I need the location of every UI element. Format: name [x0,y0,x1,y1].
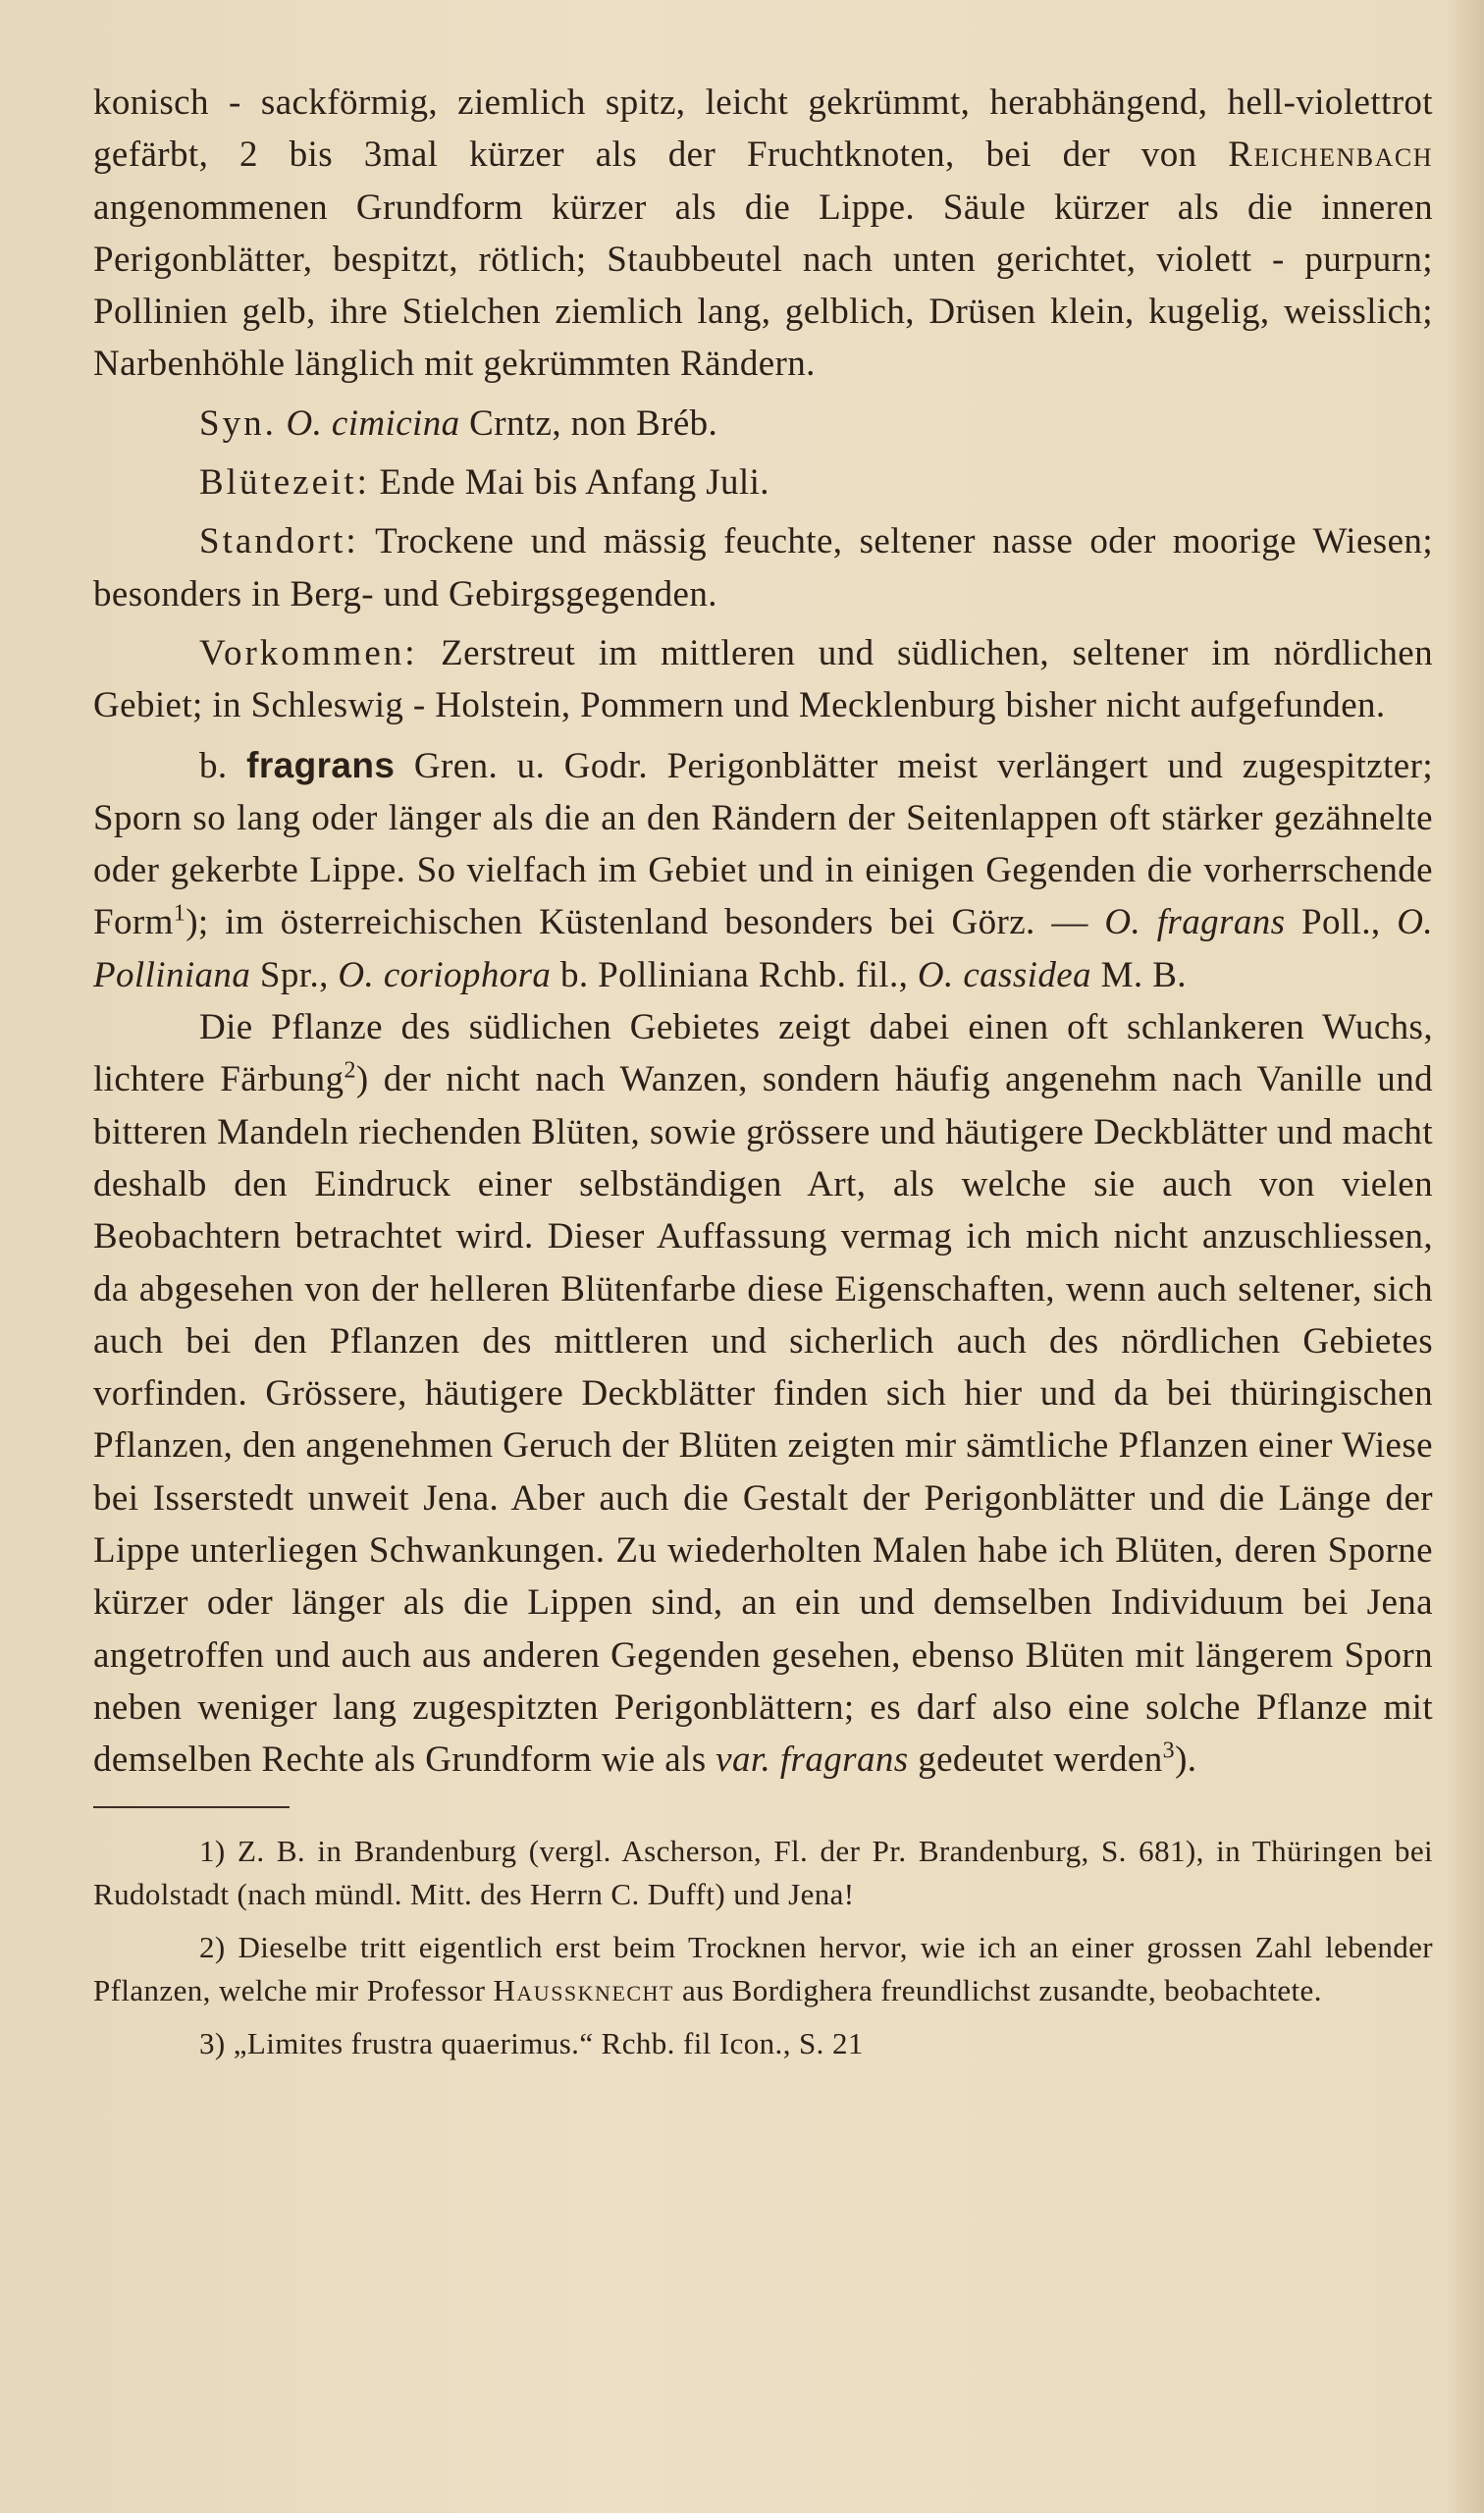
paragraph-standort: Standort: Trockene und mässig feuchte, seltener nasse oder moorige Wiesen; besonders in Berg- und Gebirgsgegenden. [93,521,1433,615]
label-vorkommen: Vorkommen: [199,632,418,673]
page-spine-shadow [1445,0,1484,2513]
footnote-divider [93,1806,290,1808]
paragraph-bluetezeit: Blütezeit: Ende Mai bis Anfang Juli. [199,462,769,504]
footnote-ref-3: 3 [1162,1738,1176,1764]
label-standort: Standort: [199,521,359,562]
footnote-ref-2: 2 [344,1058,356,1085]
paragraph-description: konisch - sackförmig, ziemlich spitz, leicht gekrümmt, herabhängend, hell-violettrot gefärbt, 2 bis 3mal kürzer als der Fruchtknoten, bei der von Reichenbach angenommenen Grundform kürzer als die Lippe. Säule kürzer als die inneren Perigonblätter, bespitzt, rötlich; Staubbeutel nach unten gerichtet, violett - purpurn; Pollinien gelb, ihre Stielchen ziemlich lang, gelblich, Drüsen klein, kugelig, weisslich; Narbenhöhle länglich mit gekrümmten Rändern. [93,82,1433,385]
footnote-2: 2) Dieselbe tritt eigentlich erst beim Trocknen hervor, wie ich an einer grossen Zahl lebender Pflanzen, welche mir Professor Haussknecht aus Bordighera freundlichst zusandte, beobachtete. [93,1929,1433,2007]
paragraph-vorkommen: Vorkommen: Zerstreut im mittleren und südlichen, seltener im nördlichen Gebiet; in Schleswig - Holstein, Pommern und Mecklenburg bisher nicht aufgefunden. [93,632,1433,726]
paragraph-discussion: Die Pflanze des südlichen Gebietes zeigt dabei einen oft schlankeren Wuchs, lichtere Färbung$^2$) der nicht nach Wanzen, sondern häufig angenehm nach Vanille und bitteren Mandeln riechenden Blüten, sowie grössere und häutigere Deckblätter und macht deshalb den Eindruck einer selbständigen Art, als welche sie auch von vielen Beobachtern betrachtet wird. Dieser Auffassung vermag ich mich nicht anzuschliessen, da abgesehen von der helleren Blütenfarbe diese Eigenschaften, wenn auch seltener, sich auch bei den Pflanzen des mittleren und sicherlich auch des nördlichen Gebietes vorfinden. Grössere, häutigere Deckblätter finden sich hier und da bei thüringischen Pflanzen, den angenehmen Geruch der Blüten zeigten mir sämtliche Pflanzen einer Wiese bei Isserstedt unweit Jena. Aber auch die Gestalt der Perigonblätter und die Länge der Lippe unterliegen Schwankungen. Zu wiederholten Malen habe ich Blüten, deren Sporne kürzer oder länger als die Lippen sind, an ein und demselben Individuum bei Jena angetroffen und auch aus anderen Gegenden gesehen, ebenso Blüten mit längerem Sporn neben weniger lang zugespitzten Perigonblättern; es darf also eine solche Pflanze mit demselben Rechte als Grundform wie als var. fragrans gedeutet werden$^3$). [93,1007,1433,1781]
footnote-1: 1) Z. B. in Brandenburg (vergl. Ascherson, Fl. der Pr. Brandenburg, S. 681), in Thüringen bei Rudolstadt (nach mündl. Mitt. des Herrn C. Dufft) und Jena! [93,1833,1433,1911]
author-name: Reichenbach [1228,134,1433,176]
paragraph-fragrans: b. fragrans Gren. u. Godr. Perigonblätter meist verlängert und zugespitzter; Sporn so lang oder länger als die an den Rändern der Seitenlappen oft stärker gezähnelte oder gekerbte Lippe. So vielfach im Gebiet und in einigen Gegenden die vorherrschende Form$^1$); im österreichischen Küstenland besonders bei Görz. — O. fragrans Poll., O. Polliniana Spr., O. coriophora b. Polliniana Rchb. fil., O. cassidea M. B. [93,744,1434,995]
variety-name: fragrans [246,744,396,785]
footnote-ref-1: 1 [173,901,186,928]
footnote-3: 3) „Limites frustra quaerimus.“ Rchb. fil Icon., S. 21 [199,2025,864,2060]
label-syn: Syn. [199,402,277,444]
author-name: Haussknecht [493,1972,674,2007]
paragraph-synonym: Syn. O. cimicina Crntz, non Bréb. [199,402,718,444]
label-bluetezeit: Blütezeit: [199,462,370,504]
body-text [93,77,1433,2065]
